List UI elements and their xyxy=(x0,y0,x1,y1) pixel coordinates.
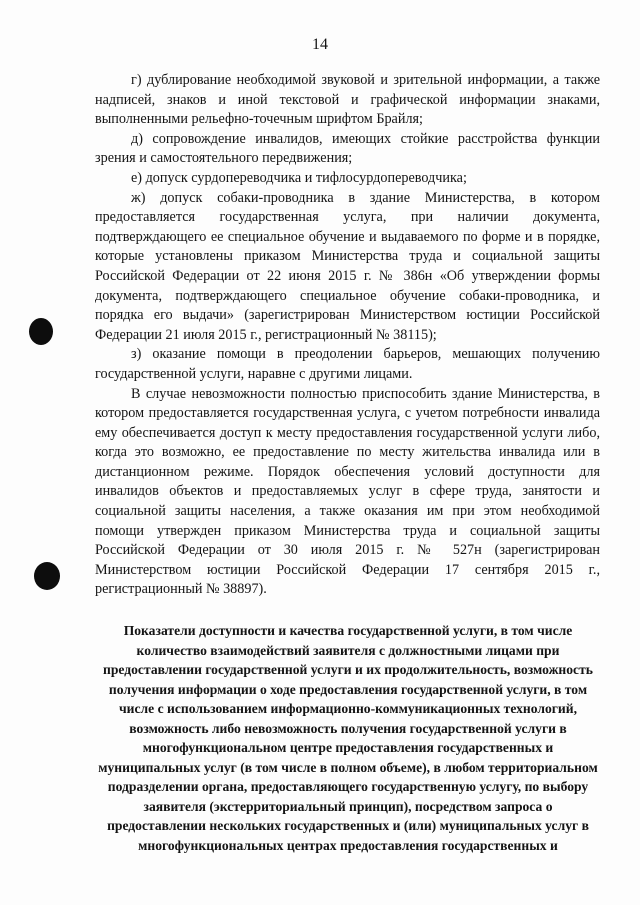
paragraph-item-zh: ж) допуск собаки-проводника в здание Министерства, в котором предоставляется государственная услуга, при наличии документа, подтверждающего ее специальное обучение и выдаваемого по форме и в порядке, которые установлены приказом Министерства труда и социальной защиты Российской Федерации от 22 июня 2015 г. № 386н «Об утверждении формы документа, подтверждающего специальное обучение собаки-проводника, и порядка его выдачи» (зарегистрирован Министерством юстиции Российской Федерации 21 июля 2015 г., регистрационный № 38115); xyxy=(95,189,600,343)
binder-hole xyxy=(34,562,60,590)
paragraph-item-z: з) оказание помощи в преодолении барьеров, мешающих получению государственной услуги, наравне с другими лицами. xyxy=(95,346,600,382)
paragraph-item-g: г) дублирование необходимой звуковой и зрительной информации, а также надписей, знаков и иной текстовой и графической информации знаками, выполненными рельефно-точечным шрифтом Брайля; xyxy=(95,72,600,128)
section-heading: Показатели доступности и качества государственной услуги, в том числе количество взаимодействий заявителя с должностными лицами при предоставлении государственной услуги и их продолжительность, возможность получения информации о ходе предоставления государственной услуги, в том числе с использованием информационно-коммуникационных технологий, возможность либо невозможность получения государственной услуги в многофункциональном центре предоставления государственных и муниципальных услуг (в том числе в полном объеме), в любом территориальном подразделении органа, предоставляющего государственную услугу, по выбору заявителя (экстерриториальный принцип), посредством запроса о предоставлении нескольких государственных и (или) муниципальных услуг в многофункциональных центрах предоставления государственных и xyxy=(98,623,598,853)
paragraph-item-e: е) допуск сурдопереводчика и тифлосурдопереводчика; xyxy=(131,169,467,186)
binder-hole xyxy=(29,318,53,345)
paragraph-inaccessibility: В случае невозможности полностью приспособить здание Министерства, в котором предоставляется государственная услуга, с учетом потребности инвалида ему обеспечивается доступ к месту предоставления государственной услуги либо, когда это возможно, ее предоставление по месту жительства инвалида или в дистанционном режиме. Порядок обеспечения условий доступности для инвалидов объектов и предоставляемых услуг в сфере труда, занятости и социальной защиты населения, а также оказания им при этом необходимой помощи утвержден приказом Министерства труда и социальной защиты Российской Федерации от 30 июля 2015 г. № 527н (зарегистрирован Министерством юстиции Российской Федерации 17 сентября 2015 г., регистрационный № 38897). xyxy=(95,385,600,598)
page-number: 14 xyxy=(312,36,328,53)
document-body xyxy=(95,71,600,600)
paragraph-item-d: д) сопровождение инвалидов, имеющих стойкие расстройства функции зрения и самостоятельного передвижения; xyxy=(95,130,600,167)
